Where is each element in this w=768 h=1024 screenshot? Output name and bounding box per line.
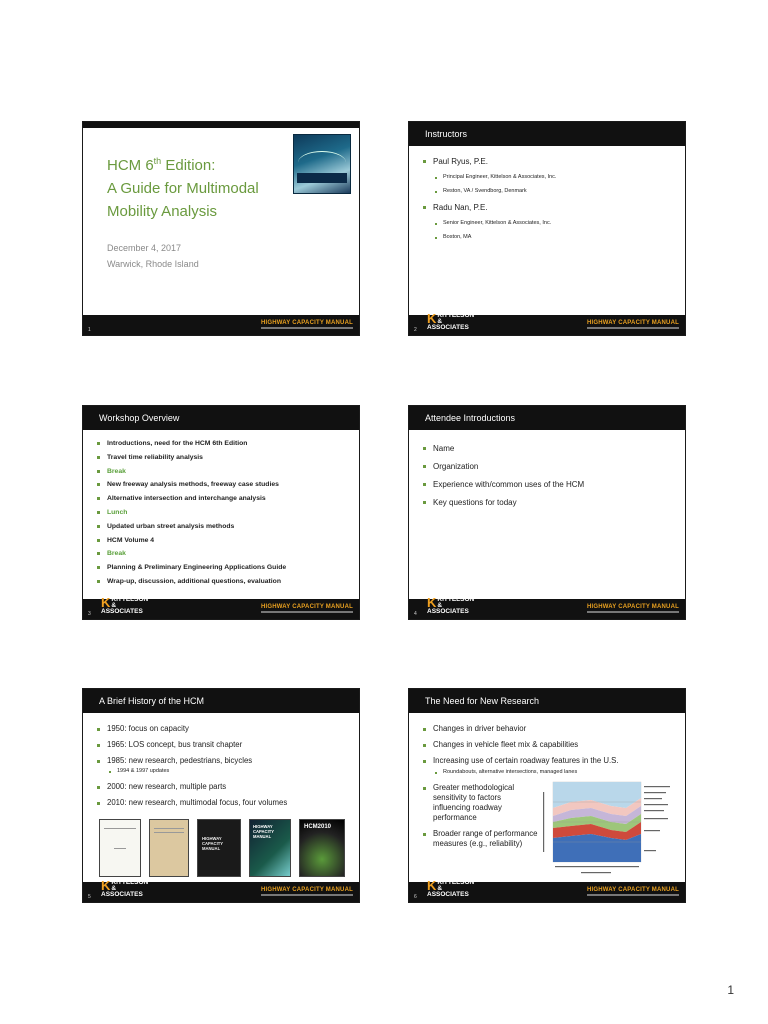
list-item: Key questions for today bbox=[423, 497, 677, 508]
slide-number: 3 bbox=[88, 611, 91, 617]
list-subitem: 1994 & 1997 updates bbox=[97, 768, 351, 775]
slide-6-need-for-research bbox=[408, 688, 686, 903]
slide-footer bbox=[83, 878, 359, 902]
list-subitem: Reston, VA / Svendborg, Denmark bbox=[423, 188, 677, 195]
page-number: 1 bbox=[727, 983, 734, 997]
hcm-2000-cover: HIGHWAY CAPACITY MANUAL bbox=[249, 819, 291, 877]
list-item: Radu Nan, P.E. bbox=[423, 202, 677, 213]
list-item: Experience with/common uses of the HCM bbox=[423, 479, 677, 490]
kittelson-logo: KKITTELSON & ASSOCIATES bbox=[427, 878, 475, 898]
list-subitem: Roundabouts, alternative intersections, managed lanes bbox=[423, 769, 677, 776]
hcm-cover-image bbox=[293, 134, 351, 194]
hcm-logo: HIGHWAY CAPACITY MANUAL bbox=[261, 887, 353, 896]
kittelson-logo: KKITTELSON & ASSOCIATES bbox=[427, 311, 475, 331]
hcm-2010-cover: HCM2010 bbox=[299, 819, 345, 877]
list-item: Name bbox=[423, 443, 677, 454]
slide-heading: Attendee Introductions bbox=[409, 406, 685, 430]
list-subitem: Boston, MA bbox=[423, 234, 677, 241]
list-item: 2000: new research, multiple parts bbox=[97, 782, 351, 792]
kittelson-logo: KKITTELSON & ASSOCIATES bbox=[101, 878, 149, 898]
slide-number: 2 bbox=[414, 327, 417, 333]
list-item: Paul Ryus, P.E. bbox=[423, 156, 677, 167]
hcm-logo: HIGHWAY CAPACITY MANUAL bbox=[261, 320, 353, 329]
slide-footer bbox=[409, 311, 685, 335]
slide-footer bbox=[409, 595, 685, 619]
kittelson-logo: KKITTELSON & ASSOCIATES bbox=[427, 595, 475, 615]
list-item: Greater methodological sensitivity to factors influencing roadway performance bbox=[423, 783, 538, 823]
slide-footer bbox=[83, 595, 359, 619]
event-location: Warwick, Rhode Island bbox=[107, 259, 199, 269]
slide-heading: A Brief History of the HCM bbox=[83, 689, 359, 713]
list-item: 1950: focus on capacity bbox=[97, 724, 351, 734]
list-item: Changes in vehicle fleet mix & capabilities bbox=[423, 740, 677, 750]
slide-5-history bbox=[82, 688, 360, 903]
slide-number: 5 bbox=[88, 894, 91, 900]
list-item: Organization bbox=[423, 461, 677, 472]
list-item: 2010: new research, multimodal focus, four volumes bbox=[97, 798, 351, 808]
slide-heading: The Need for New Research bbox=[409, 689, 685, 713]
list-item: HCM Volume 4 bbox=[97, 536, 351, 545]
hcm-1965-cover bbox=[149, 819, 189, 877]
list-item: New freeway analysis methods, freeway case studies bbox=[97, 480, 351, 489]
list-item: Changes in driver behavior bbox=[423, 724, 677, 734]
slide-1-top-bar bbox=[83, 122, 359, 128]
hcm-logo: HIGHWAY CAPACITY MANUAL bbox=[587, 320, 679, 329]
slide-number: 6 bbox=[414, 894, 417, 900]
list-item-break: Break bbox=[97, 467, 351, 476]
hcm-logo: HIGHWAY CAPACITY MANUAL bbox=[587, 604, 679, 613]
hcm-1950-cover bbox=[99, 819, 141, 877]
kittelson-logo: KKITTELSON & ASSOCIATES bbox=[101, 595, 149, 615]
slide-footer bbox=[83, 315, 359, 335]
list-subitem: Senior Engineer, Kittelson & Associates, Inc. bbox=[423, 220, 677, 227]
list-item: 1985: new research, pedestrians, bicycles bbox=[97, 756, 351, 766]
list-item: Wrap-up, discussion, additional questions, evaluation bbox=[97, 577, 351, 586]
fleet-mix-area-chart bbox=[541, 778, 677, 876]
list-item-lunch: Lunch bbox=[97, 508, 351, 517]
event-date: December 4, 2017 bbox=[107, 243, 182, 253]
hcm-1985-cover: HIGHWAY CAPACITY MANUAL bbox=[197, 819, 241, 877]
list-item: 1965: LOS concept, bus transit chapter bbox=[97, 740, 351, 750]
slide-number: 1 bbox=[88, 327, 91, 333]
list-item: Introductions, need for the HCM 6th Edition bbox=[97, 439, 351, 448]
list-subitem: Principal Engineer, Kittelson & Associates, Inc. bbox=[423, 174, 677, 181]
hcm-logo: HIGHWAY CAPACITY MANUAL bbox=[587, 887, 679, 896]
list-item-break: Break bbox=[97, 549, 351, 558]
slide-heading: Workshop Overview bbox=[83, 406, 359, 430]
slide-3-workshop-overview bbox=[82, 405, 360, 620]
list-item: Travel time reliability analysis bbox=[97, 453, 351, 462]
hcm-logo: HIGHWAY CAPACITY MANUAL bbox=[261, 604, 353, 613]
slide-heading: Instructors bbox=[409, 122, 685, 146]
list-item: Planning & Preliminary Engineering Applications Guide bbox=[97, 563, 351, 572]
slide-number: 4 bbox=[414, 611, 417, 617]
slide-1-title-text: HCM 6th Edition: A Guide for Multimodal Mobility Analysis bbox=[107, 156, 259, 220]
slide-1-subtitle bbox=[107, 240, 199, 272]
list-item: Increasing use of certain roadway features in the U.S. bbox=[423, 756, 677, 766]
slide-4-attendee-introductions bbox=[408, 405, 686, 620]
list-item: Updated urban street analysis methods bbox=[97, 522, 351, 531]
list-item: Alternative intersection and interchange analysis bbox=[97, 494, 351, 503]
slide-2-instructors bbox=[408, 121, 686, 336]
slide-footer bbox=[409, 878, 685, 902]
slide-1-title bbox=[82, 121, 360, 336]
list-item: Broader range of performance measures (e.g., reliability) bbox=[423, 829, 538, 849]
